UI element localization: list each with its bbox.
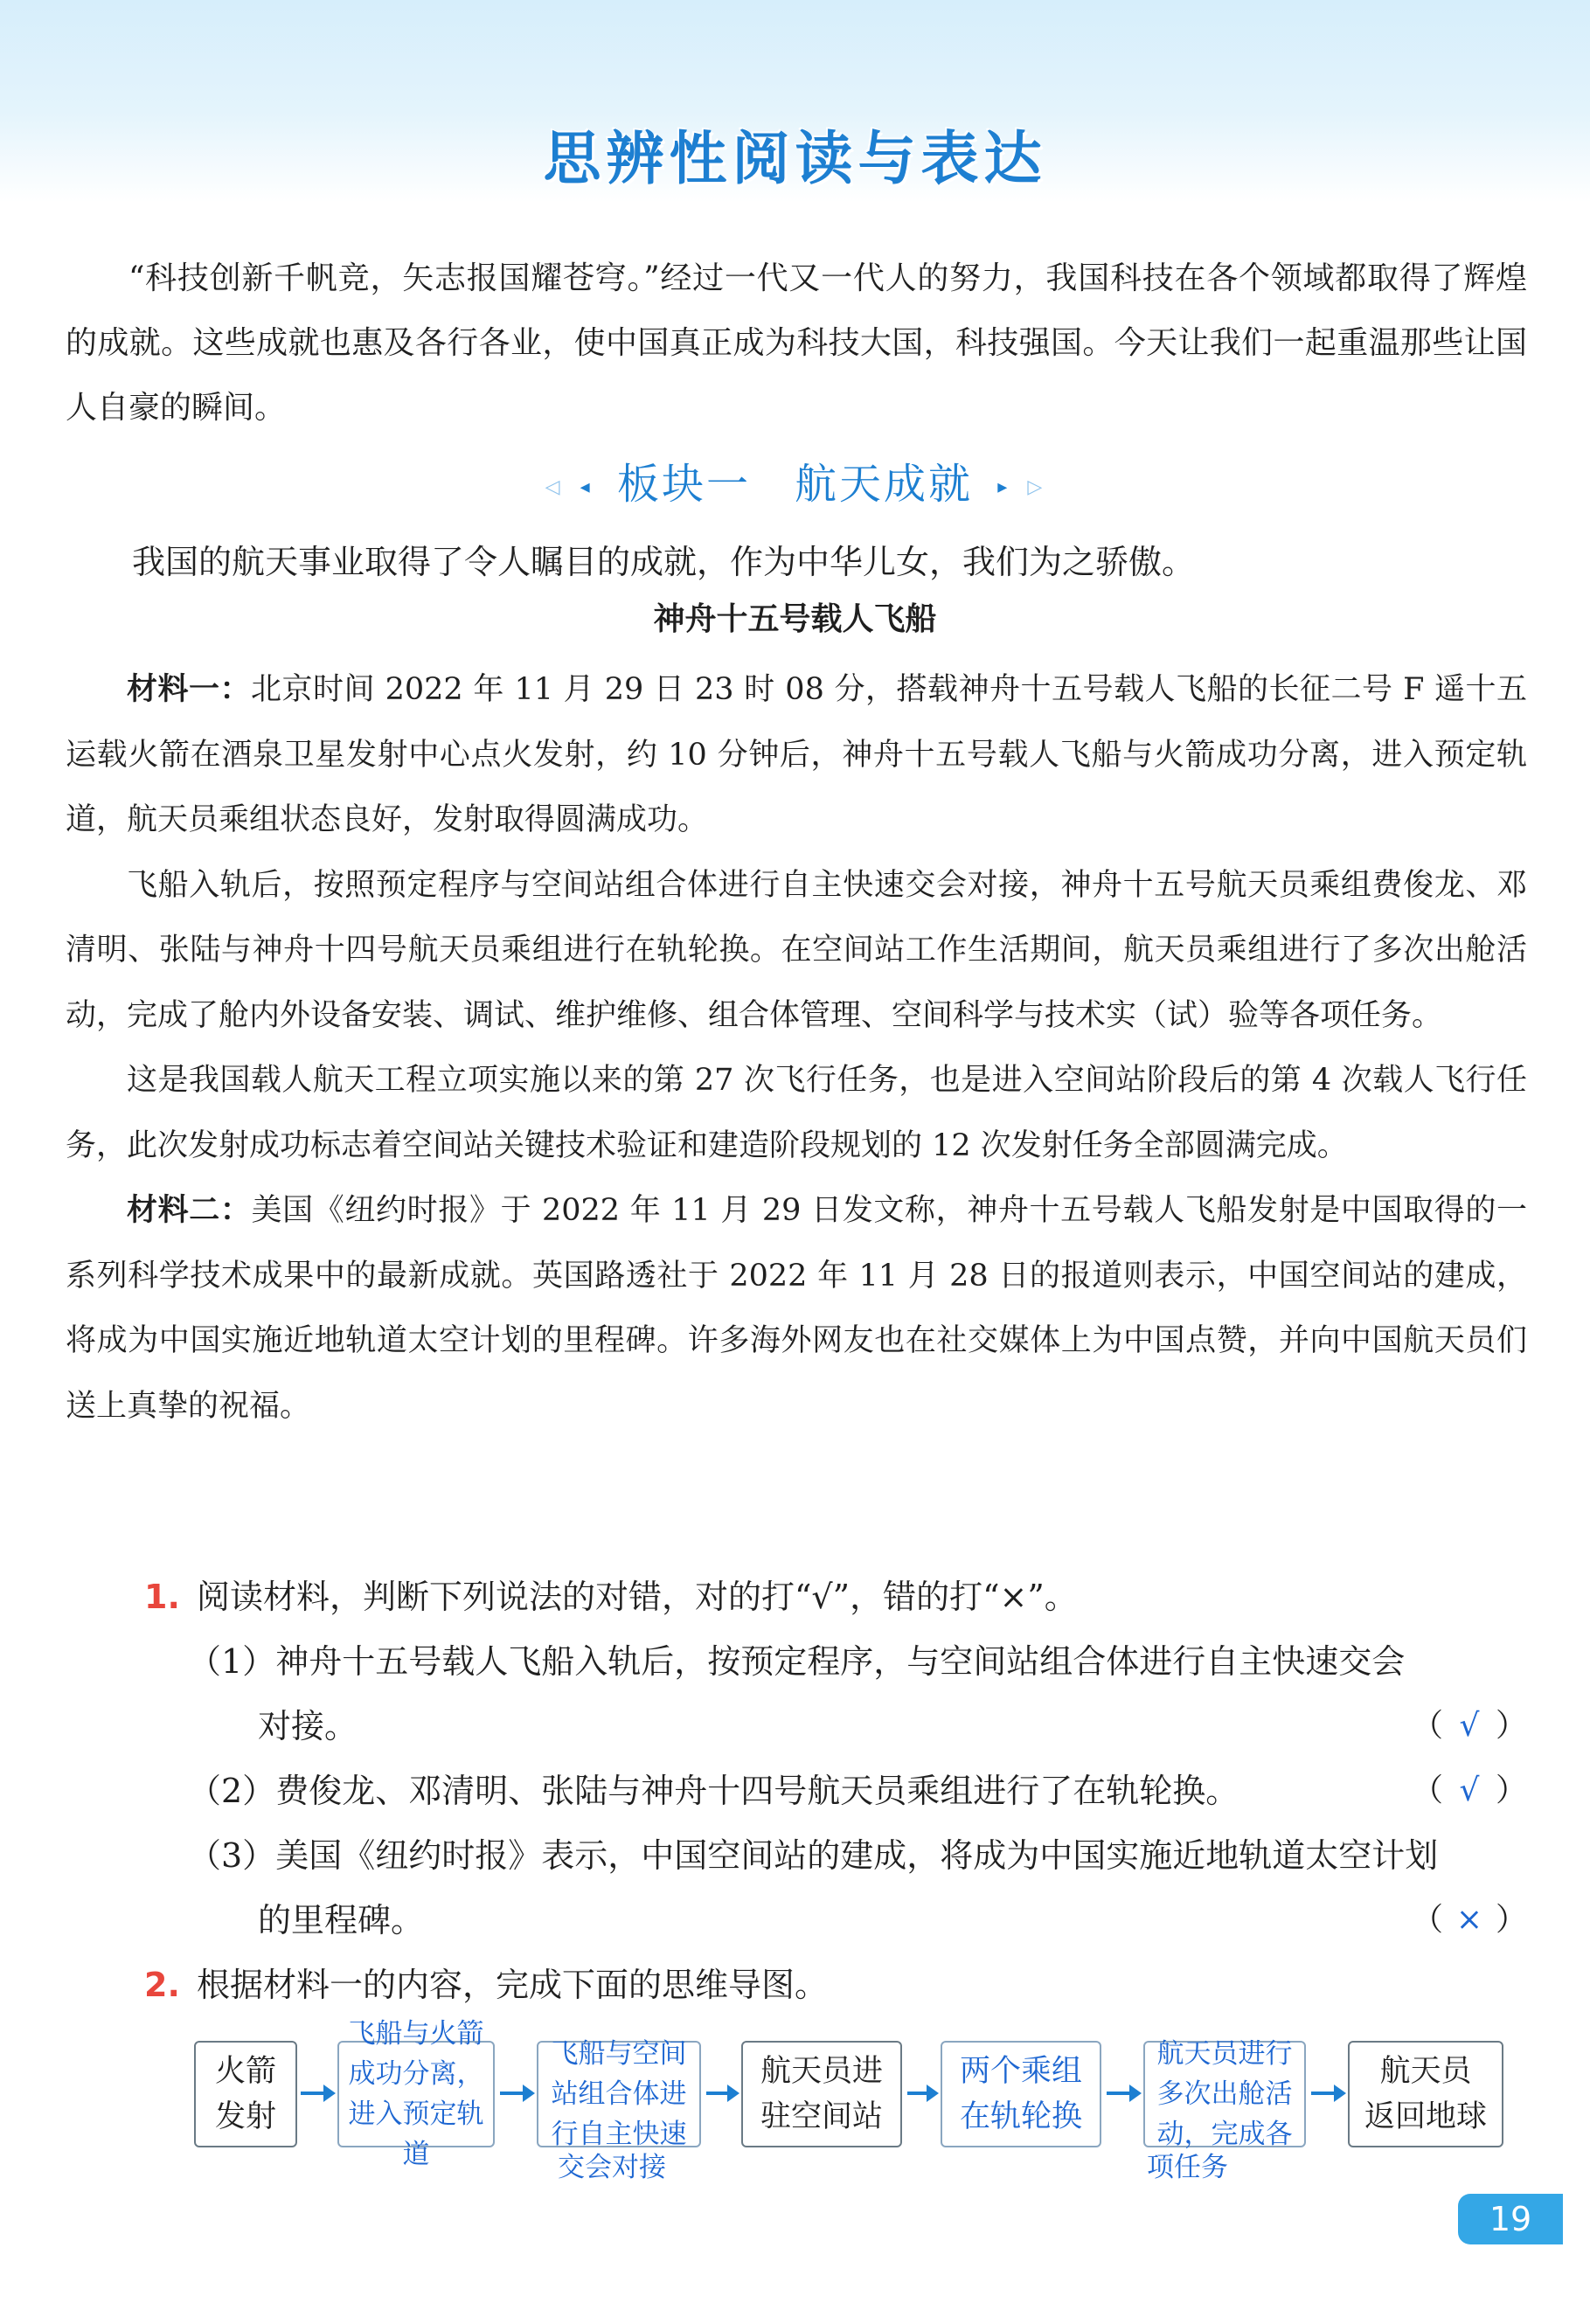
arrow-right-icon [1311, 2092, 1341, 2095]
question-2-number: 2. [144, 1966, 180, 2004]
question-1-item-3: （3）美国《纽约时报》表示，中国空间站的建成，将成为中国实施近地轨道太空计划 [188, 1836, 1439, 1875]
material-2-label: 材料二： [127, 1193, 252, 1228]
question-1-item-2: （2）费俊龙、邓清明、张陆与神舟十四号航天员乘组进行了在轨轮换。 （ √ ） [188, 1759, 1527, 1823]
arrow-right-icon [500, 2092, 530, 2095]
arrow-right-icon [1107, 2092, 1136, 2095]
triangle-left-light-icon: ◁ [545, 475, 563, 498]
material-2-para-1: 材料二：美国《纽约时报》于 2022 年 11 月 29 日发文称，神舟十五号载人飞船发射是中国取得的一系列科学技术成果中的最新成就。英国路透社于 2022 年 11 月 28 日的报道则表示，中国空间站的建成，将成为中国实施近地轨道太空计划的里程碑。许多海外网友也在社交媒体上为中国点赞，并向中国航天员们送上真挚的祝福。 [66, 1193, 1527, 1424]
page-number: 19 [1458, 2194, 1563, 2244]
mind-map-box-7: 航天员 返回地球 [1348, 2041, 1503, 2147]
intro-text: “科技创新千帆竞，矢志报国耀苍穹。”经过一代又一代人的努力，我国科技在各个领域都取得了辉煌的成就。这些成就也惠及各行各业，使中国真正成为科技大国，科技强国。今天让我们一起重温那些让国人自豪的瞬间。 [66, 260, 1527, 426]
question-1-number: 1. [144, 1578, 180, 1616]
arrow-right-icon [907, 2092, 934, 2095]
arrow-right-icon [301, 2092, 330, 2095]
triangle-right-icon: ▸ [997, 475, 1010, 498]
question-2 [66, 1953, 1527, 2017]
question-2-prompt: 根据材料一的内容，完成下面的思维导图。 [197, 1966, 829, 2004]
mind-map-box-3-overflow: 交会对接 [558, 2152, 666, 2183]
section-lead: 我国的航天事业取得了令人瞩目的成就，作为中华儿女，我们为之骄傲。 [132, 543, 1196, 581]
section-name: 航天成就 [795, 460, 974, 509]
materials [66, 657, 1527, 1439]
question-1-item-1-cont: 对接。 （ √ ） [258, 1694, 1527, 1759]
question-1 [66, 1564, 1527, 1629]
question-1-prompt: 阅读材料，判断下列说法的对错，对的打“√”，错的打“×”。 [197, 1578, 1078, 1616]
mind-map-box-3[interactable]: 飞船与空间 站组合体进 行自主快速 [537, 2041, 701, 2147]
page-title: 思辨性阅读与表达 [543, 125, 1047, 192]
mind-map-box-1: 火箭 发射 [194, 2041, 297, 2147]
triangle-left-icon: ◂ [580, 475, 593, 498]
answer-mark: × [1455, 1902, 1483, 1938]
mind-map-box-2[interactable]: 飞船与火箭 成功分离， 进入预定轨道 [337, 2041, 495, 2147]
mind-map-box-4: 航天员进 驻空间站 [741, 2041, 902, 2147]
arrow-right-icon [706, 2092, 734, 2095]
answer-bracket[interactable]: （ √ ） [1412, 1759, 1527, 1823]
answer-bracket[interactable]: （ √ ） [1412, 1694, 1527, 1759]
answer-mark: √ [1459, 1708, 1480, 1744]
answer-mark: √ [1459, 1772, 1480, 1808]
material-1-label: 材料一： [127, 672, 251, 707]
article-subtitle: 神舟十五号载人飞船 [653, 601, 937, 637]
material-1-para-2: 飞船入轨后，按照预定程序与空间站组合体进行自主快速交会对接，神舟十五号航天员乘组费俊龙、邓清明、张陆与神舟十四号航天员乘组进行在轨轮换。在空间站工作生活期间，航天员乘组进行了多次出舱活动，完成了舱内外设备安装、调试、维护维修、组合体管理、空间科学与技术实（试）验等各项任务。 [66, 867, 1527, 1033]
section-part: 板块一 [616, 460, 751, 509]
answer-bracket[interactable]: （ × ） [1412, 1888, 1527, 1953]
mind-map-box-6[interactable]: 航天员进行 多次出舱活 动，完成各 [1143, 2041, 1306, 2147]
triangle-right-light-icon: ▷ [1027, 475, 1045, 498]
mind-map [0, 2018, 1590, 2216]
mind-map-box-5[interactable]: 两个乘组 在轨轮换 [941, 2041, 1101, 2147]
section-heading [0, 450, 1590, 510]
question-1-item-1: （1）神舟十五号载人飞船入轨后，按预定程序，与空间站组合体进行自主快速交会 [188, 1642, 1406, 1681]
material-1-para-3: 这是我国载人航天工程立项实施以来的第 27 次飞行任务，也是进入空间站阶段后的第 4 次载人飞行任务，此次发射成功标志着空间站关键技术验证和建造阶段规划的 12 次发射任务全部圆满完成。 [66, 1063, 1527, 1163]
question-1-item-3-cont: 的里程碑。 （ × ） [258, 1888, 1527, 1953]
mind-map-box-6-overflow: 项任务 [1147, 2152, 1228, 2183]
intro-paragraph [66, 246, 1527, 441]
material-1-para-1: 材料一：北京时间 2022 年 11 月 29 日 23 时 08 分，搭载神舟十五号载人飞船的长征二号 F 遥十五运载火箭在酒泉卫星发射中心点火发射，约 10 分钟后，神舟十五号载人飞船与火箭成功分离，进入预定轨道，航天员乘组状态良好，发射取得圆满成功。 [66, 672, 1527, 837]
questions [66, 1564, 1527, 2017]
